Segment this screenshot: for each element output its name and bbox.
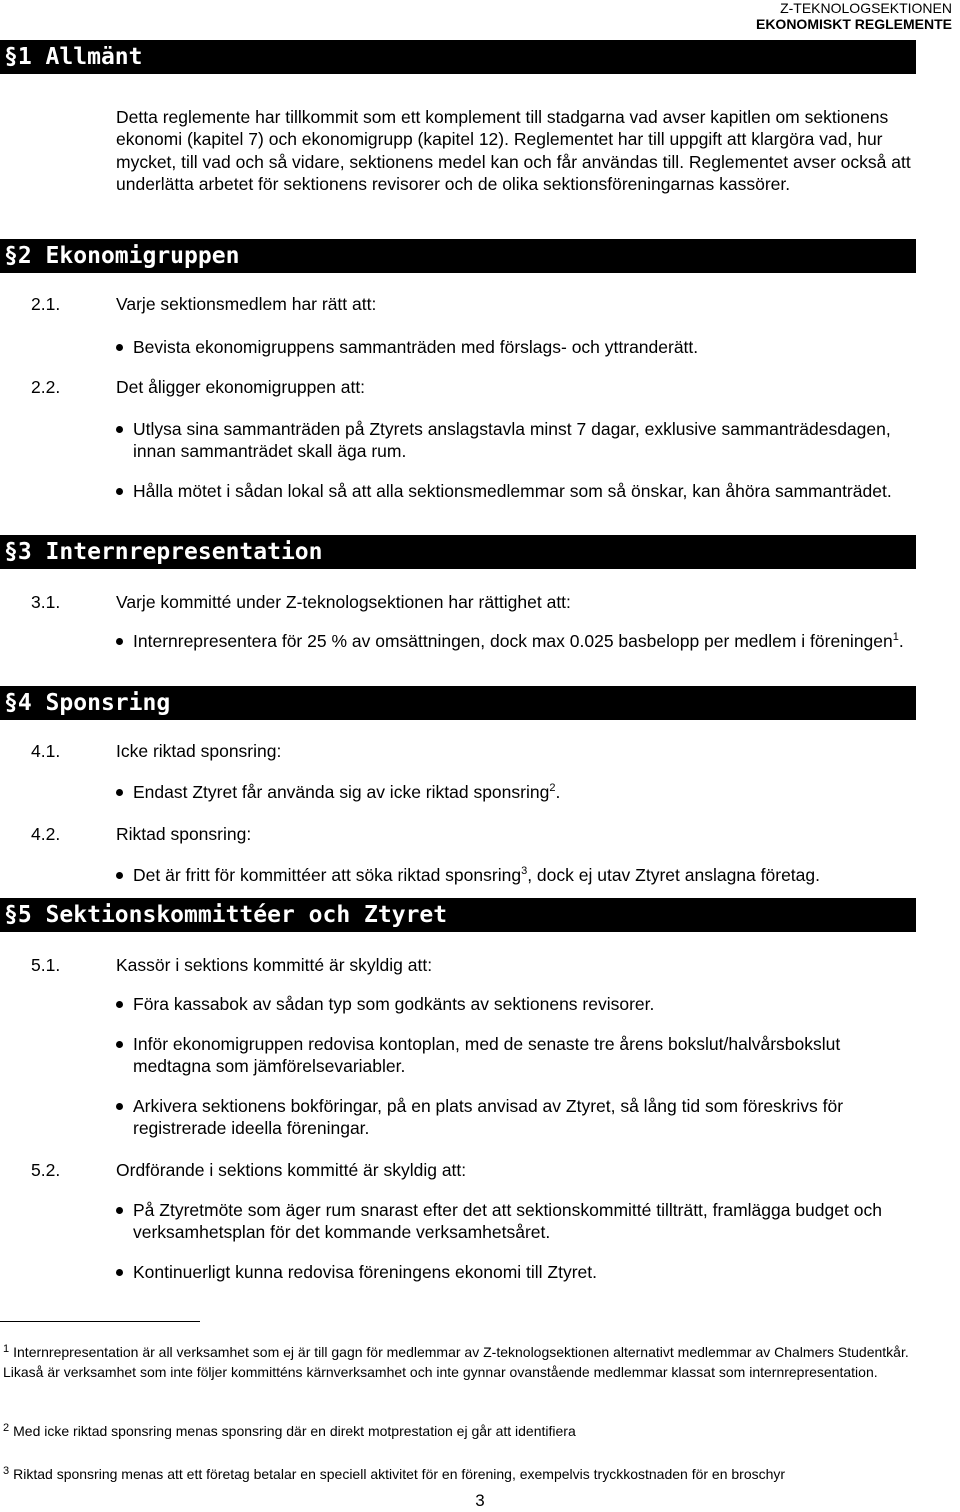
section-heading-1	[0, 40, 916, 74]
clause-text: Kassör i sektions kommitté är skyldig att:	[116, 955, 433, 975]
clause-text: Varje kommitté under Z-teknologsektionen har rättighet att:	[116, 592, 571, 612]
list-item-text: Kontinuerligt kunna redovisa föreningens ekonomi till Ztyret.	[133, 1262, 597, 1282]
section-title: 2 Ekonomigruppen	[17, 243, 240, 269]
list-item-text: Arkivera sektionens bokföringar, på en plats anvisad av Ztyret, så lång tid som föreskrivs för registrerade ideella föreningar.	[133, 1096, 844, 1139]
bullet-icon	[116, 1269, 123, 1276]
bullet-icon	[116, 789, 123, 796]
list-item-text: Utlysa sina sammanträden på Ztyrets anslagstavla minst 7 dagar, exklusive sammanträdesdagen, innan sammanträdet skall äga rum.	[133, 419, 891, 462]
list-item	[116, 480, 916, 502]
bullet-icon	[116, 426, 123, 433]
header-doc-title: EKONOMISKT REGLEMENTE	[755, 16, 952, 32]
footnote-mark: 1	[3, 1343, 10, 1355]
footnote-ref-2[interactable]: 2	[549, 782, 556, 794]
list-item-text: Föra kassabok av sådan typ som godkänts av sektionens revisorer.	[133, 994, 655, 1014]
list-item	[116, 1199, 916, 1244]
bullet-icon	[116, 638, 123, 645]
header-org: Z-TEKNOLOGSEKTIONEN	[780, 0, 952, 16]
section-mark: §	[4, 44, 18, 70]
clause-number: 4.2.	[31, 824, 61, 844]
list-item	[116, 864, 916, 886]
footnote-text: Med icke riktad sponsring menas sponsring där en direkt motprestation ej går att identifiera	[13, 1423, 576, 1439]
running-header	[756, 0, 952, 32]
page-number: 3	[475, 1491, 485, 1510]
section-title: 3 Internrepresentation	[17, 539, 323, 565]
list-item	[116, 781, 916, 803]
list-item-end: .	[555, 782, 561, 802]
footnote-text: Riktad sponsring menas att ett företag betalar en speciell aktivitet för en förening, exempelvis tryckkostnaden för en broschyr	[13, 1466, 786, 1482]
list-item	[116, 1261, 916, 1283]
bullet-icon	[116, 344, 123, 351]
list-item	[116, 1095, 916, 1140]
list-item-text: På Ztyretmöte som äger rum snarast efter det att sektionskommitté tillträtt, framlägga budget och verksamhetsplan för det kommande verksamhetsåret.	[133, 1200, 882, 1243]
section-mark: §	[4, 902, 18, 928]
bullet-icon	[116, 1001, 123, 1008]
footnote-1	[3, 1343, 948, 1381]
section-mark: §	[4, 243, 18, 269]
list-item	[116, 336, 916, 358]
footnote-separator	[0, 1321, 200, 1322]
footnote-ref-3[interactable]: 3	[521, 865, 528, 877]
intro-paragraph: Detta reglemente har tillkommit som ett komplement till stadgarna vad avser kapitlen om sektionens ekonomi (kapitel 7) och ekonomigrupp (kapitel 12). Reglementet har till uppgift att klargöra vad, hur mycket, till vad och så vidare, sektionens medel kan och får användas till. Reglementet avser också att underlätta arbetet för sektionens revisorer och de olika sektionsföreningarnas kassörer.	[116, 107, 911, 194]
clause-number: 5.1.	[31, 955, 61, 975]
list-item-body: Internrepresentera för 25 % av omsättningen, dock max 0.025 basbelopp per medlem i föreningen	[133, 631, 893, 651]
clause-number: 3.1.	[31, 592, 61, 612]
footnote-mark: 3	[3, 1465, 10, 1477]
bullet-icon	[116, 872, 123, 879]
section-heading-4	[0, 686, 916, 720]
list-item	[116, 1033, 916, 1078]
clause-number: 4.1.	[31, 741, 61, 761]
clause-number: 5.2.	[31, 1160, 61, 1180]
clause-text: Varje sektionsmedlem har rätt att:	[116, 294, 377, 314]
footnote-2	[3, 1422, 948, 1442]
footnote-3	[3, 1465, 948, 1485]
clause-number: 2.2.	[31, 377, 61, 397]
bullet-icon	[116, 1041, 123, 1048]
footnote-ref-1[interactable]: 1	[892, 631, 899, 643]
section-title: 4 Sponsring	[17, 690, 171, 716]
section-heading-2	[0, 239, 916, 273]
list-item-body: Det är fritt för kommittéer att söka riktad sponsring	[133, 865, 522, 885]
bullet-icon	[116, 1103, 123, 1110]
section-mark: §	[4, 690, 18, 716]
bullet-icon	[116, 488, 123, 495]
footnote-text: Internrepresentation är all verksamhet som ej är till gagn för medlemmar av Z-teknologsektionen alternativt medlemmar av Chalmers Studentkår. Likaså är verksamhet som inte följer kommitténs kärnverksamhet och inte gynnar ovanstående medlemmar klassat som internrepresentation.	[3, 1344, 909, 1380]
clause-text: Riktad sponsring:	[116, 824, 252, 844]
list-item	[116, 630, 916, 652]
footnote-mark: 2	[3, 1422, 10, 1434]
list-item-text	[133, 864, 916, 886]
list-item-text	[133, 781, 916, 803]
list-item-end: , dock ej utav Ztyret anslagna företag.	[527, 865, 820, 885]
list-item-end: .	[898, 631, 904, 651]
clause-text: Ordförande i sektions kommitté är skyldig att:	[116, 1160, 467, 1180]
list-item-text: Hålla mötet i sådan lokal så att alla sektionsmedlemmar som så önskar, kan åhöra sammanträdet.	[133, 481, 892, 501]
section-heading-5	[0, 898, 916, 932]
list-item-body: Endast Ztyret får använda sig av icke riktad sponsring	[133, 782, 550, 802]
clause-number: 2.1.	[31, 294, 61, 314]
bullet-icon	[116, 1207, 123, 1214]
list-item-text: Bevista ekonomigruppens sammanträden med förslags- och yttranderätt.	[133, 337, 699, 357]
list-item	[116, 993, 916, 1015]
list-item-text	[133, 630, 916, 652]
clause-text: Icke riktad sponsring:	[116, 741, 282, 761]
clause-text: Det åligger ekonomigruppen att:	[116, 377, 366, 397]
section-mark: §	[4, 539, 18, 565]
list-item	[116, 418, 916, 463]
section-heading-3	[0, 535, 916, 569]
list-item-text: Inför ekonomigruppen redovisa kontoplan, med de senaste tre årens bokslut/halvårsbokslut medtagna som jämförelsevariabler.	[133, 1034, 841, 1077]
section-title: 1 Allmänt	[17, 44, 143, 70]
section-title: 5 Sektionskommittéer och Ztyret	[17, 902, 448, 928]
